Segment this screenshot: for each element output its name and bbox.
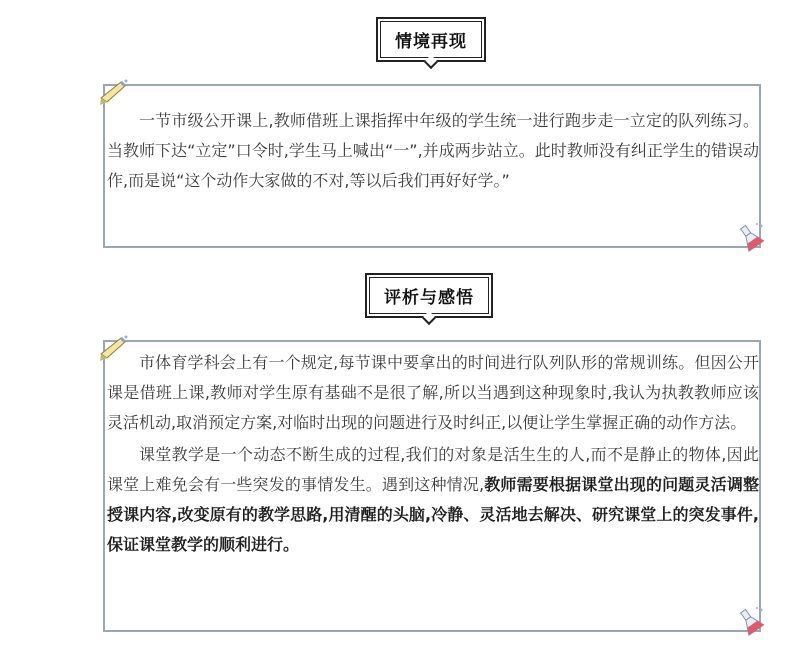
flask-icon bbox=[735, 222, 765, 252]
section-title: 评析与感悟 bbox=[369, 277, 489, 314]
flask-icon bbox=[735, 606, 765, 636]
section-title: 情境再现 bbox=[380, 21, 482, 58]
section-title-box bbox=[365, 273, 493, 318]
analysis-card bbox=[103, 340, 761, 632]
analysis-paragraph-1: 市体育学科会上有一个规定,每节课中要拿出的时间进行队列队形的常规训练。但因公开课是借班上课,教师对学生原有基础不是很了解,所以当遇到这种现象时,我认为执教教师应该灵活机动,取消预定方案,对临时出现的问题进行及时纠正,以便让学生掌握正确的动作方法。 bbox=[107, 353, 759, 432]
analysis-paragraph-2 bbox=[107, 440, 759, 560]
pencil-icon bbox=[99, 334, 129, 364]
analysis-paragraph-2-plain: 课堂教学是一个动态不断生成的过程,我们的对象是活生生的人,而不是静止的物体,因此课堂上难免会有一些突发的事情发生。遇到这种情况, bbox=[107, 445, 759, 494]
pencil-icon bbox=[99, 78, 129, 108]
analysis-paragraph-2-bold: 教师需要根据课堂出现的问题灵活调整授课内容,改变原有的教学思路,用清醒的头脑,冷静、灵活地去解决、研究课堂上的突发事件,保证课堂教学的顺利进行。 bbox=[107, 475, 759, 554]
scenario-paragraph: 一节市级公开课上,教师借班上课指挥中年级的学生统一进行跑步走一立定的队列练习。当教师下达“立定”口令时,学生马上喊出“一”,并成两步站立。此时教师没有纠正学生的错误动作,而是说“这个动作大家做的不对,等以后我们再好好学。” bbox=[107, 111, 759, 190]
scenario-card bbox=[103, 84, 761, 248]
section-title-box bbox=[376, 17, 486, 62]
